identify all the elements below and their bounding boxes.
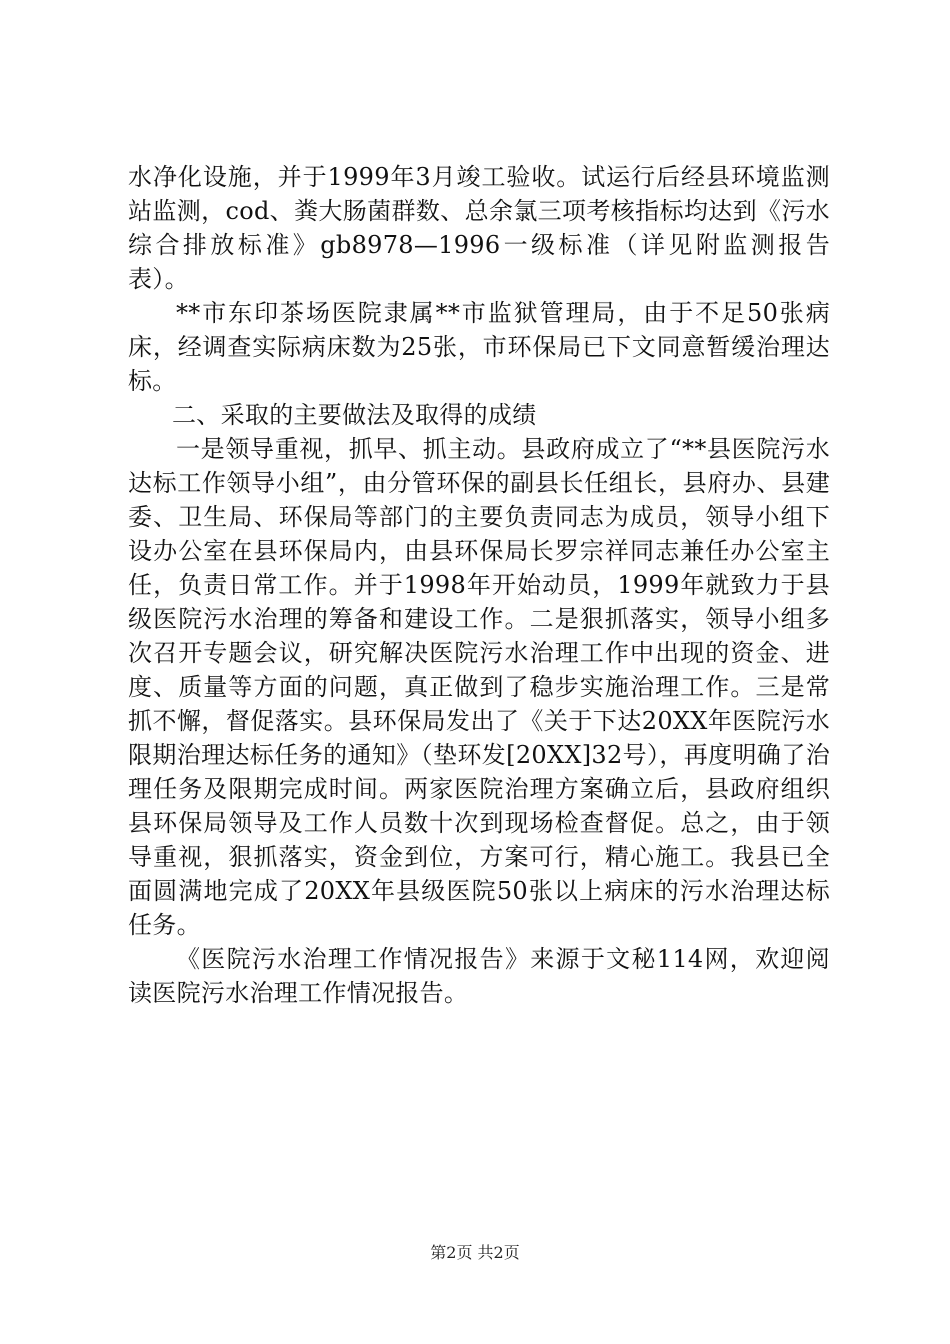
page-footer: 第2页 共2页 — [430, 1243, 520, 1262]
paragraph-continuation: 水净化设施，并于1999年3月竣工验收。试运行后经县环境监测站监测，cod、粪大肠菌群数、总余氯三项考核指标均达到《污水综合排放标准》gb8978—1996一级标准（详见附监测报告表）。 — [128, 163, 830, 293]
paragraph-measures: 一是领导重视，抓早、抓主动。县政府成立了“**县医院污水达标工作领导小组”，由分管环保的副县长任组长，县府办、县建委、卫生局、环保局等部门的主要负责同志为成员，领导小组下设办公室在县环保局内，由县环保局长罗宗祥同志兼任办公室主任，负责日常工作。并于1998年开始动员，1999年就致力于县级医院污水治理的筹备和建设工作。二是狠抓落实，领导小组多次召开专题会议，研究解决医院污水治理工作中出现的资金、进度、质量等方面的问题，真正做到了稳步实施治理工作。三是常抓不懈，督促落实。县环保局发出了《关于下达20XX年医院污水限期治理达标任务的通知》（垫环发[20XX]32号），再度明确了治理任务及限期完成时间。两家医院治理方案确立后，县政府组织县环保局领导及工作人员数十次到现场检查督促。总之，由于领导重视，狠抓落实，资金到位，方案可行，精心施工。我县已全面圆满地完成了20XX年县级医院50张以上病床的污水治理达标任务。 — [128, 435, 830, 939]
paragraph-hospital-exemption: **市东印茶场医院隶属**市监狱管理局，由于不足50张病床，经调查实际病床数为25张，市环保局已下文同意暂缓治理达标。 — [128, 299, 830, 395]
paragraph-source-note: 《医院污水治理工作情况报告》来源于文秘114网，欢迎阅读医院污水治理工作情况报告。 — [128, 945, 830, 1007]
document-body — [128, 160, 830, 1010]
section-heading: 二、采取的主要做法及取得的成绩 — [172, 401, 537, 429]
